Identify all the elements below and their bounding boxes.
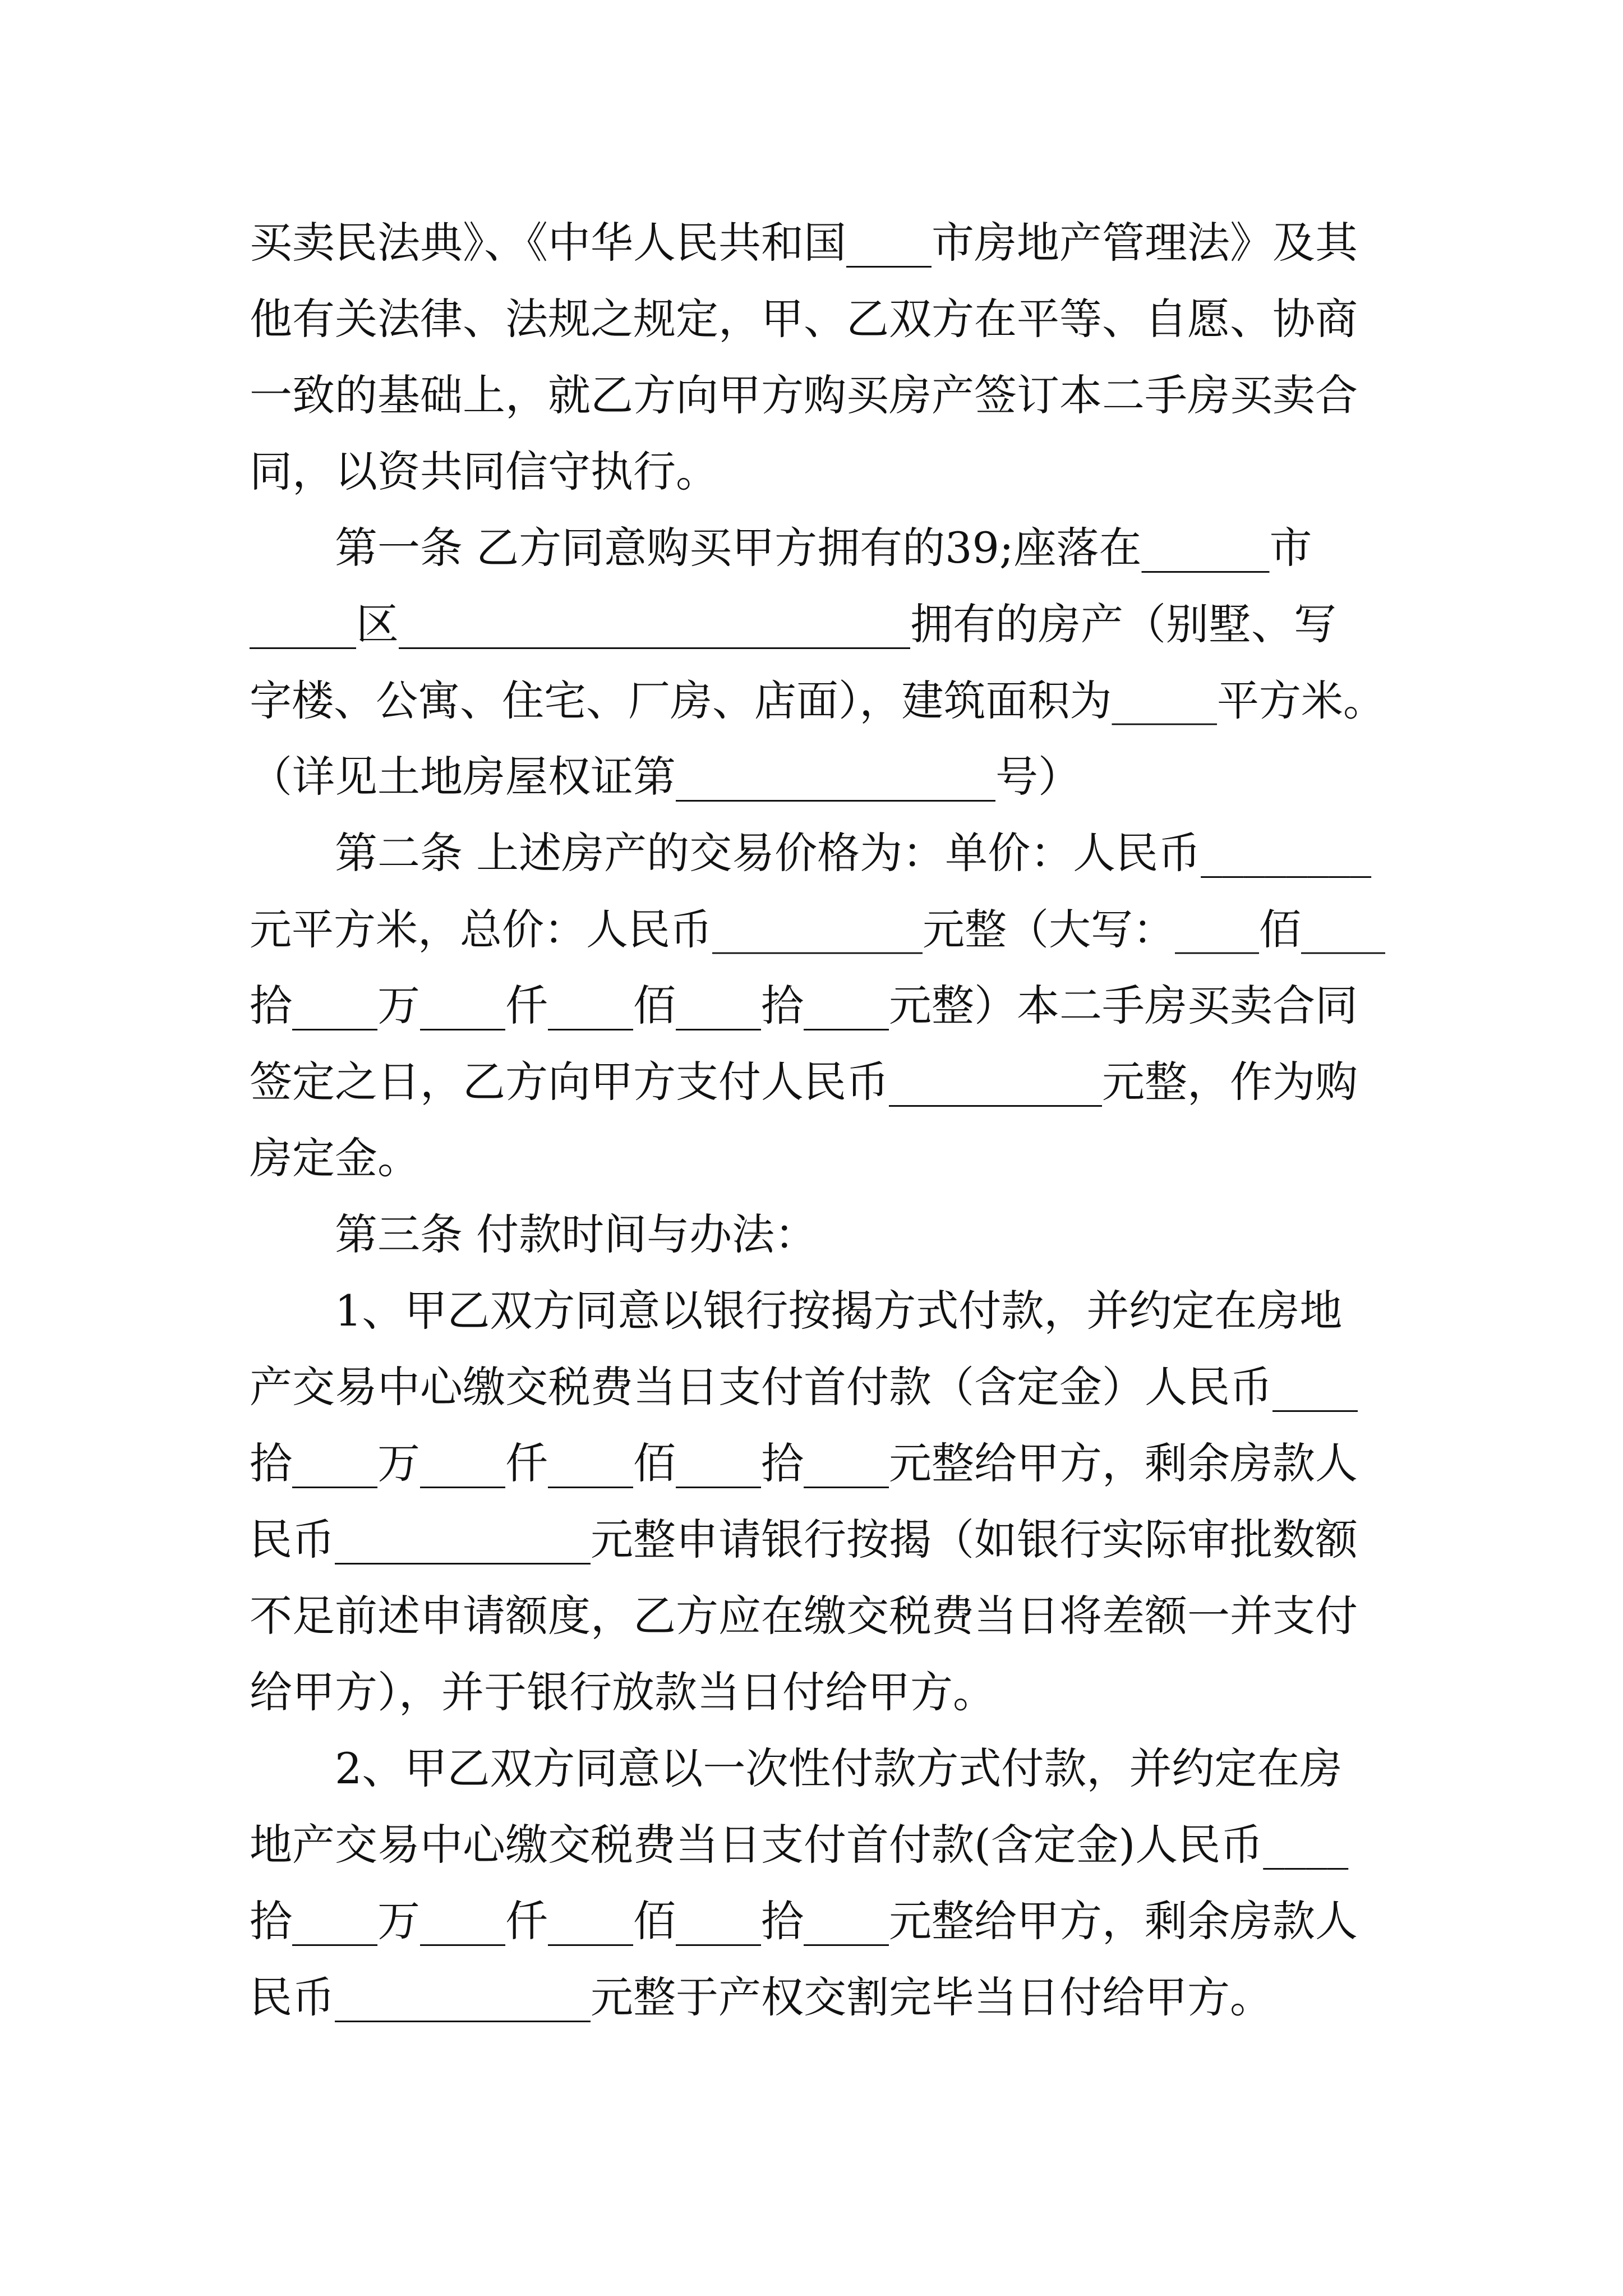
text-line: 签定之日，乙方向甲方支付人民币__________元整，作为购 xyxy=(250,1057,1358,1107)
text-line: 不足前述申请额度，乙方应在缴交税费当日将差额一并支付 xyxy=(250,1591,1358,1641)
text-line: 房定金。 xyxy=(250,1133,420,1183)
text-line: 民币____________元整申请银行按揭（如银行实际审批数额 xyxy=(250,1515,1358,1565)
text-line: 拾____万____仟____佰____拾____元整给甲方，剩余房款人 xyxy=(250,1896,1358,1946)
text-line: 民币____________元整于产权交割完毕当日付给甲方。 xyxy=(250,1972,1272,2022)
text-line: 拾____万____仟____佰____拾____元整给甲方，剩余房款人 xyxy=(250,1438,1358,1488)
article-1-line: 第一条 乙方同意购买甲方拥有的39;座落在______市 xyxy=(335,523,1312,573)
text-line: 一致的基础上，就乙方向甲方购买房产签订本二手房买卖合 xyxy=(250,370,1358,420)
text-line: 买卖民法典》、《中华人民共和国____市房地产管理法》及其 xyxy=(250,218,1358,268)
clause-1-line: 1、甲乙双方同意以银行按揭方式付款，并约定在房地 xyxy=(335,1286,1343,1336)
text-line: _____区________________________拥有的房产（别墅、写 xyxy=(250,599,1336,649)
text-line: （详见土地房屋权证第_______________号） xyxy=(250,752,1081,802)
text-line: 元平方米，总价：人民币__________元整（大写：____佰____ xyxy=(250,905,1386,954)
text-line: 同，以资共同信守执行。 xyxy=(250,447,718,496)
text-line: 拾____万____仟____佰____拾____元整）本二手房买卖合同 xyxy=(250,981,1358,1030)
text-line: 字楼、公寓、住宅、厂房、店面），建筑面积为_____平方米。 xyxy=(250,676,1386,725)
text-line: 他有关法律、法规之规定，甲、乙双方在平等、自愿、协商 xyxy=(250,294,1358,344)
contract-text xyxy=(250,205,1394,2036)
text-line: 地产交易中心缴交税费当日支付首付款(含定金)人民币____ xyxy=(250,1820,1349,1870)
text-line: 产交易中心缴交税费当日支付首付款（含定金）人民币____ xyxy=(250,1362,1358,1412)
text-line: 给甲方），并于银行放款当日付给甲方。 xyxy=(250,1667,995,1717)
article-3-line: 第三条 付款时间与办法： xyxy=(335,1209,818,1259)
article-2-line: 第二条 上述房产的交易价格为：单价：人民币________ xyxy=(335,828,1372,878)
clause-2-line: 2、甲乙双方同意以一次性付款方式付款，并约定在房 xyxy=(335,1743,1343,1793)
